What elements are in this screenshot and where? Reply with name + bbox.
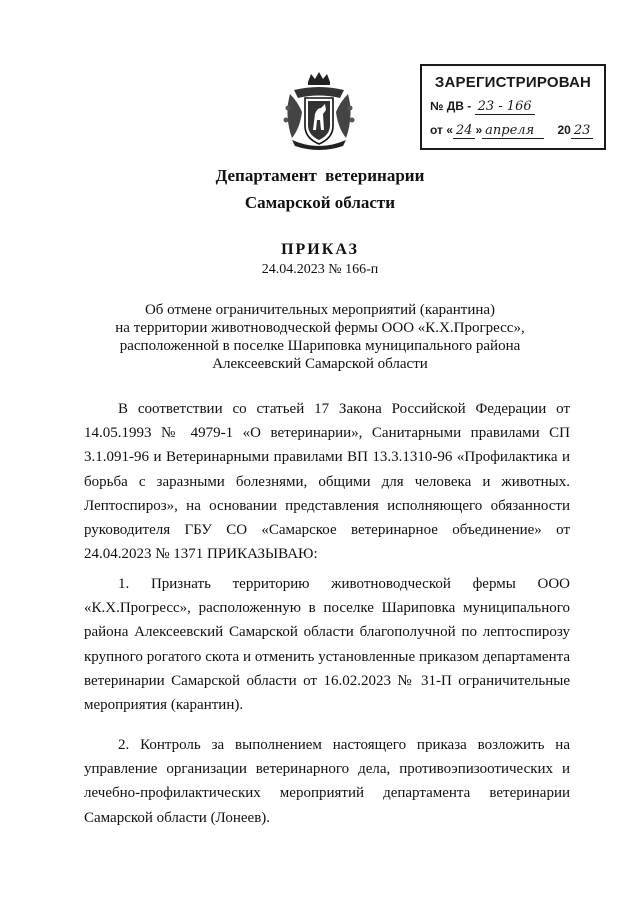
registration-stamp (420, 64, 606, 150)
stamp-year-suffix: 23 (571, 123, 594, 139)
stamp-number-value: 23 - 166 (475, 99, 535, 115)
document-date-number: 24.04.2023 № 166-п (261, 262, 379, 277)
subject-line-4: Алексеевский Самарской области (212, 356, 428, 372)
subject-line-1: Об отмене ограничительных мероприятий (карантина) (144, 302, 496, 318)
subject-line-2: на территории животноводческой фермы ООО «К.Х.Прогресс», (115, 320, 525, 336)
coat-of-arms-icon (280, 68, 358, 152)
stamp-date-day: 24 (453, 123, 476, 139)
stamp-date-line (430, 123, 596, 139)
stamp-date-month: апреля (482, 123, 544, 139)
subject-line-3: расположенной в поселке Шариповка муниципального района (119, 338, 521, 354)
stamp-date-prefix: от « (430, 123, 453, 137)
body-paragraph-3: 2. Контроль за выполнением настоящего приказа возложить на управление организации ветеринарного дела, противоэпизоотических и лечебно-профилактических мероприятий департамента ветеринарии Самарской области (Лонеев). (84, 737, 570, 826)
stamp-year-prefix: 20 (557, 123, 571, 137)
body-paragraph-1-container (84, 397, 570, 566)
body-paragraph-2: 1. Признать территорию животноводческой фермы ООО «К.Х.Прогресс», расположенную в поселке Шариповка муниципального района Алексеевский Самарской области благополучной по лептоспирозу крупного рогатого скота и отменить установленные приказом департамента ветеринарии Самарской области от 16.02.2023 № 31-П ограничительные мероприятия (карантин). (84, 576, 570, 714)
stamp-date-mid: » (475, 123, 483, 137)
body-paragraph-3-container (84, 733, 570, 830)
stamp-number-line (430, 99, 596, 115)
body-paragraph-2-container (84, 572, 570, 717)
stamp-title: ЗАРЕГИСТРИРОВАН (434, 74, 592, 91)
stamp-number-prefix: № ДВ - (430, 99, 472, 113)
department-name-line2: Самарской области (244, 193, 396, 212)
body-paragraph-1: В соответствии со статьей 17 Закона Российской Федерации от 14.05.1993 № 4979-1 «О ветеринарии», Санитарными правилами СП 3.1.091-96 и Ветеринарными правилами ВП 13.3.1310-96 «Профилактика и борьба с заразными болезнями, общими для человека и животных. Лептоспироз», на основании представления исполняющего обязанности руководителя ГБУ СО «Самарское ветеринарное объединение» от 24.04.2023 № 1371 ПРИКАЗЫВАЮ: (84, 401, 570, 563)
department-name-line1: Департамент ветеринарии (215, 166, 425, 185)
document-type: ПРИКАЗ (281, 241, 359, 258)
